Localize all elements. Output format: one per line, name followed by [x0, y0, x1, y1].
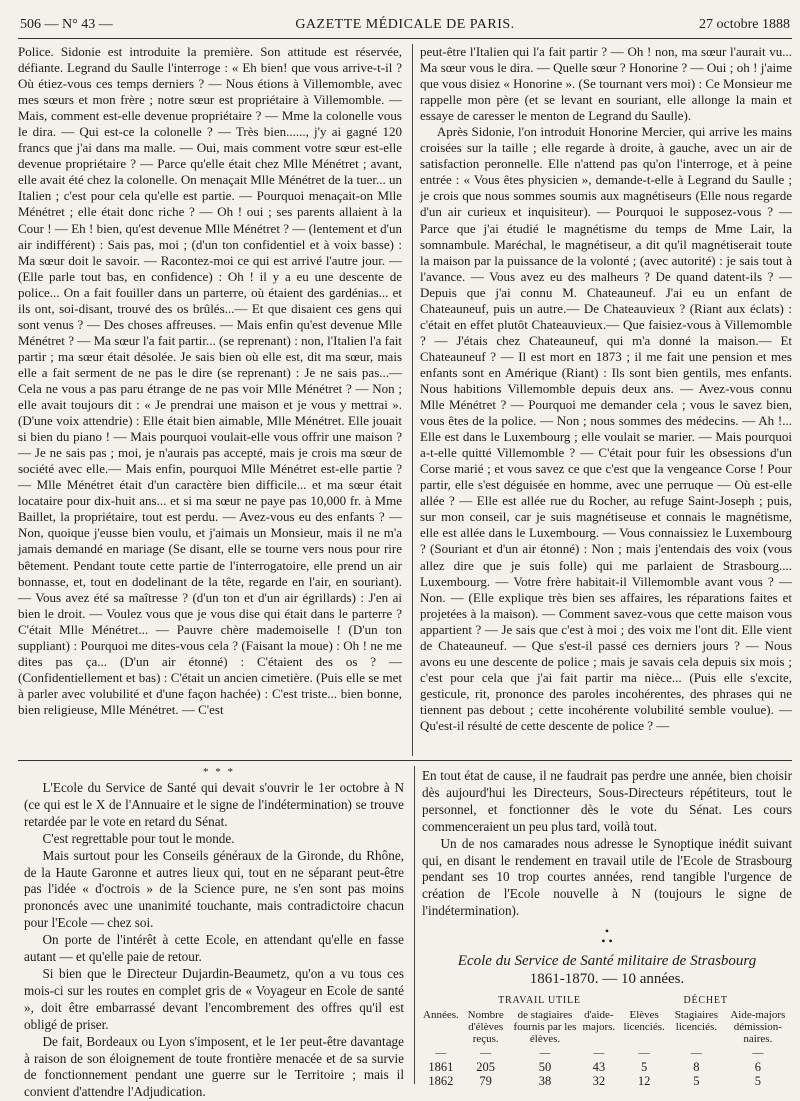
group-header-useful-work: TRAVAIL UTILE	[498, 995, 581, 1007]
paragraph: De fait, Bordeaux ou Lyon s'imposent, et le 1er peut-être davantage à raison de son éloignement de toute frontière menacée et de sa survie de fonctionnement pendant une guerre sur le Territoire ; mais il convient d'attendre l'Adjudication.	[24, 1033, 404, 1100]
header-rule	[18, 38, 792, 39]
table-cell: 6	[754, 1060, 761, 1075]
dash: —	[638, 1047, 650, 1060]
paragraph: En tout état de cause, il ne faudrait pas perdre une année, bien choisir dès aujourd'hui les Directeurs, Sous-Directeurs répétiteurs, tout le personnel, et fonctionner dès le vote du Sénat. Les cours commenceraient un peu plus tard, voilà tout.	[422, 768, 792, 834]
school-left-column	[24, 780, 404, 1100]
paragraph: peut-être l'Italien qui l'a fait partir ? — Oh ! non, ma sœur l'aurait vu... Ma sœur vous le dira. — Quelle sœur ? Honorine ? — Oui ; oh ! j'aime que vous disiez « Honorine ». (Se tournant vers moi) : Ce Monsieur me rappelle mon père (et se levant en souriant, elle allonge la main et essaye de caresser le menton de Legrand du Saulle).	[420, 44, 792, 124]
table-row	[422, 1074, 792, 1088]
table-cell: 5	[641, 1060, 648, 1075]
column-header: Années.	[423, 1009, 459, 1022]
table-cell: 8	[693, 1060, 700, 1075]
dash: —	[752, 1047, 764, 1060]
dash: —	[539, 1047, 551, 1060]
dash: —	[690, 1047, 702, 1060]
interrogation-right-column	[420, 44, 792, 760]
column-divider	[412, 44, 413, 756]
table-cell: 1861	[428, 1060, 454, 1075]
dash: —	[435, 1047, 447, 1060]
table-cell: 5	[754, 1074, 761, 1089]
paragraph: L'Ecole du Service de Santé qui devait s'ouvrir le 1er octobre à N (ce qui est le X de l'Annuaire et le signe de l'indétermination) se trouve retardée par le vote en retard du Sénat.	[24, 780, 404, 829]
column-header: Elèves licenciés.	[623, 1009, 665, 1034]
issue-date: 27 octobre 1888	[699, 17, 790, 32]
dash: —	[480, 1047, 492, 1060]
column-header: Stagiaires licenciés.	[674, 1009, 719, 1034]
synoptic-table	[422, 994, 792, 1088]
paragraph: Si bien que le Directeur Dujardin-Beaumetz, qu'on a vu tous ces mois-ci sur les routes en complet gris de « Voyageur en Ecole de santé », doit être embarrassé devant l'encombrement des offres qu'il est obligé de priser.	[24, 965, 404, 1032]
paragraph: Un de nos camarades nous adresse le Synoptique inédit suivant qui, en disant le rendement en travail utile de l'Ecole de Strasbourg pendant ses 10 trop courtes années, rend tangible l'urgence de création de l'Ecole nouvelle à N (toujours le signe de l'indétermination).	[422, 835, 792, 919]
synoptic-subtitle: 1861-1870. — 10 années.	[529, 971, 685, 988]
section-rule	[18, 760, 792, 761]
column-header: Aide-majors démission-naires.	[730, 1009, 786, 1046]
column-divider	[414, 766, 415, 1084]
table-cell: 32	[592, 1074, 606, 1089]
group-header-waste: DÉCHET	[683, 995, 728, 1007]
synoptic-title: Ecole du Service de Santé militaire de Strasbourg	[457, 953, 757, 970]
page-number: 506 — N° 43 —	[20, 17, 113, 32]
paragraph: On porte de l'intérêt à cette Ecole, en attendant qu'elle en fasse autant — et qu'elle paie de retour.	[24, 932, 404, 965]
interrogation-left-column	[18, 44, 402, 760]
paragraph: C'est regrettable pour tout le monde.	[42, 830, 235, 846]
column-header: Nombre d'élèves reçus.	[467, 1009, 504, 1046]
paragraph: Mais surtout pour les Conseils généraux de la Gironde, du Rhône, de la Haute Garonne et autres lieux qui, tout en ne séparant peut-être pas l'idée « d'octrois » de la Science pure, ne s'en sont pas moins prononcés avec une unanimité touchante, mais contradictoire chacun pour l'Ecole — chez soi.	[24, 847, 404, 931]
table-cell: 205	[476, 1060, 496, 1075]
page-header	[20, 14, 790, 36]
ornament: • • •	[601, 924, 613, 949]
paragraph: Après Sidonie, l'on introduit Honorine Mercier, qui arrive les mains croisées sur la taille ; elle regarde à droite, à gauche, avec un air de satisfaction peronnelle. Elle n'attend pas qu'on l'interroge, et à peine entrée : « Vous êtes physicien », demande-t-elle à Legrand du Saulle ; je crois que nous sommes soumis aux magnétiseurs (Elle nous regarde d'un air curieux et inquisiteur). — Pourquoi le supposez-vous ? — Parce que j'ai étudié le magnétisme du temps de Mme Lair, la somnambule. Maréchal, le magnétiseur, a dit qu'il magnétiserait toute la maison par la puissance de la volonté ; (avec autorité) : je sais tout à l'avance. — Vous avez eu des malheurs ? De quand datent-ils ? — Depuis que j'ai connu M. Chateauneuf. J'ai eu un enfant de Chateauneuf, puis un autre.— De Chateauvieux ? (Riant aux éclats) : c'était en effet plutôt Chateauvieux.— Que faisiez-vous à Villemomble ? — J'étais chez Chateauneuf, qui m'a donné la maison.— Et Chateauneuf ? — Il est mort en 1873 ; il me fait une pension et mes enfants sont en Amérique (Riant) : Ils sont bien gentils, mes enfants. Nous habitions Villemomble depuis deux ans. — Avez-vous connu Mlle Ménétret ? — Pourquoi me demander cela ; vous le savez bien, vous êtes de la police. — Non ; nous sommes des médecins. — Ah !... Elle est dans le Luxembourg ; elle voulait se marier. — Mais pourquoi a-t-elle quitté Villemomble ? — C'était pour fuir les obsessions d'un Corse marié ; et vous savez ce que c'est que la vengeance Corse ! Pour partir, elle s'est déguisée en homme, avec une perruque — Où est-elle allée ? — Elle est allée rue du Rocher, au refuge Saint-Joseph ; puis, sur mon conseil, car je suis magnétiseuse et connais le magnétisme, elle est allée dans le Luxembourg. — Vous connaissiez le Luxembourg ? (Souriant et d'un air étonné) : Non ; mais j'entendais des voix (vous allez dire que je suis folle) qui me parlaient de Strasbourg.... Luxembourg. — Votre frère habitait-il Villemomble avant vous ? — Non. — (Elle explique très bien ses affaires, les réparations faites et projetées à la maison). — Comment savez-vous que cette maison vous appartient ? — Je sais que c'est à moi ; des voix me l'ont dit. Elle vient de Chateauneuf. — Que s'est-il passé ces derniers jours ? — Nous avons eu une descente de police ; mais je savais cela depuis six mois ; c'est pour cela que j'ai fait partir ma nièce... (Puis elle s'excite, gesticule, rit, prononce des paroles incohérentes, des phrases qui ne tiennent pas debout ; cette incohérente volubilité semble voulue). — Qu'est-il résulté de cette descente de police ? —	[420, 124, 792, 733]
table-cell: 50	[538, 1060, 552, 1075]
table-cell: 43	[592, 1060, 606, 1075]
section-stars: * * *	[203, 766, 235, 778]
table-cell: 38	[538, 1074, 552, 1089]
table-row	[422, 1060, 792, 1074]
dash: —	[593, 1047, 605, 1060]
column-header: d'aide-majors.	[582, 1009, 616, 1034]
newspaper-page	[8, 0, 794, 1100]
paragraph: Police. Sidonie est introduite la première. Son attitude est réservée, défiante. Legrand du Saulle l'interroge : « Eh bien! que vous arrive-t-il ? Où étiez-vous ces temps derniers ? — Nous étions à Villemomble, avec mes sœurs et mon frère ; notre sœur est propriétaire à Villemomble. — Mais, comment est-elle devenue propriétaire ? — Mme la colonelle vous le dira. — Qui est-ce la colonelle ? — Très bien......, j'y ai gagné 120 francs que j'ai dans ma malle. — Oui, mais comment votre sœur est-elle devenue propriétaire ? — Parce qu'elle était chez Mlle Ménétret ; avant, elle avait été chez la colonelle. On menaçait Mlle Ménétret de la tuer... un Italien ; c'est pour cela qu'elle est partie. — Pourquoi menaçait-on Mlle Ménétret ; elle était donc riche ? — Oh ! oui ; ses parents allaient à la Cour ! — Eh ! bien, qu'est devenue Mlle Ménétret ? — (lentement et d'un air indifférent) : Sais pas, moi ; (d'un ton confidentiel et à voix basse) : Ma sœur doit le savoir. — Racontez-moi ce qui est arrivé l'autre jour. — (Elle parle tout bas, en confidence) : Oh ! il y a eu une descente de police... On a fait fouiller dans un parterre, où étaient des gardénias... et ils ont, soi-disant, trouvé des os brûlés...— Et que disaient ces gens qui sont venus ? — Des choses affreuses. — Mais enfin qu'est devenue Mlle Ménétret ? — Ma sœur l'a fait partir... (se reprenant) : non, l'Italien l'a fait partir ; ma sœur était désolée. Je sais bien où elle est, dit ma sœur, mais elle a fait serment de ne pas le dire (se reprenant) : Je ne sais pas...— Cela ne vous a pas paru étrange de ne pas voir Mlle Ménétret ? — Non ; elle avait toujours dit : « Je prendrai une maison et je vous y mettrai ». (D'une voix attendrie) : Elle était bien aimable, Mlle Ménétret. Elle jouait si bien du piano ! — Mais pourquoi voulait-elle vous offrir une maison ? — Je ne sais pas ; moi, je n'aurais pas accepté, mais je crois ma sœur de société avec elle.— Mais enfin, pourquoi Mlle Ménétret est-elle partie ? — Mlle Ménétret était d'un caractère bien difficile... et ma sœur était locataire pour dix-huit ans... et si ma sœur ne paye pas 10,000 fr. à Mme Baillet, la propriétaire, tout est perdu. — Avez-vous eu des enfants ? — Non, quoique j'eusse bien voulu, et j'aimais un Monsieur, mais il ne m'a jamais demandé en mariage (Se disant, elle se tourne vers nous pour rire bêtement. Pendant toute cette partie de l'interrogatoire, elle prend un air bonnasse, et, tout en dodelinant de la tête, regarde en l'air, en souriant). — Vous avez été sa maîtresse ? (d'un ton et d'un air égrillards) : J'en ai bien le droit. — Voulez vous que je vous dise qui était dans le parterre ? C'était Mlle Ménétret... — Pauvre chère mademoiselle ! (D'un ton suppliant) : Pourquoi me dites-vous cela ? (Faisant la moue) : Oh ! ne me dites pas ça... (D'un air étonné) : C'étaient des os ? — (Confidentiellement et bas) : C'était un ancien cimetière. (Puis elle se met à parler avec volubilité et d'une façon hachée) : C'est triste... bien bonne, bien religieuse, Mlle Ménétret. — C'est	[18, 44, 402, 717]
column-header: de stagiaires fournis par les élèves.	[513, 1009, 577, 1046]
table-cell: 79	[479, 1074, 492, 1089]
table-cell: 1862	[428, 1074, 454, 1089]
table-cell: 12	[637, 1074, 651, 1089]
journal-title: GAZETTE MÉDICALE DE PARIS.	[295, 17, 515, 32]
table-cell: 5	[693, 1074, 700, 1089]
school-right-column	[422, 768, 792, 1088]
